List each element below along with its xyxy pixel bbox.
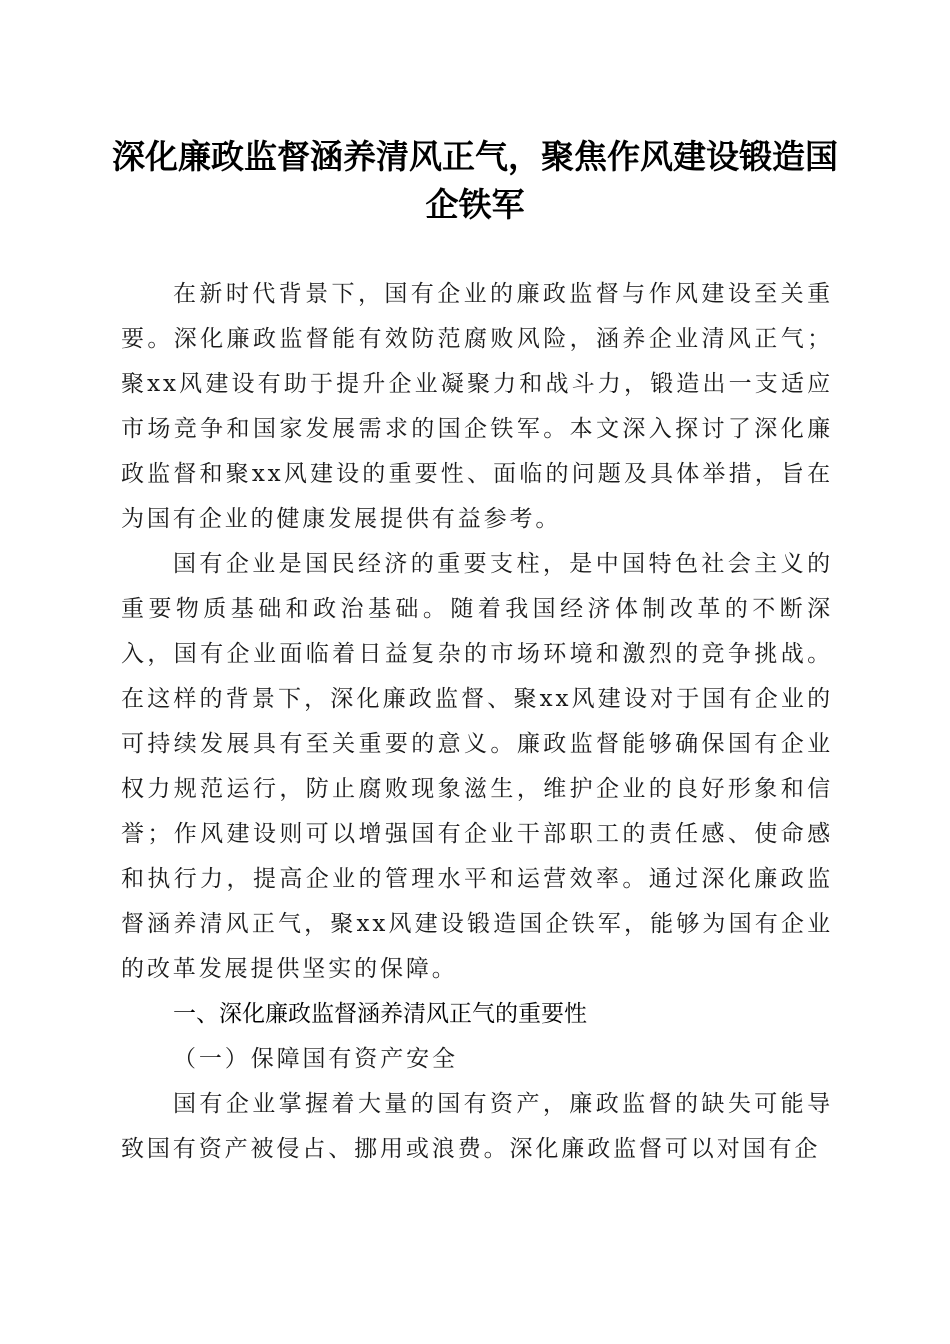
paragraph-intro: 在新时代背景下，国有企业的廉政监督与作风建设至关重要。深化廉政监督能有效防范腐败风险，涵养企业清风正气；聚xx风建设有助于提升企业凝聚力和战斗力，锻造出一支适应市场竞争和国家发展需求的国企铁军。本文深入探讨了深化廉政监督和聚xx风建设的重要性、面临的问题及具体举措，旨在为国有企业的健康发展提供有益参考。 xyxy=(121,281,833,532)
document-title: 深化廉政监督涵养清风正气，聚焦作风建设锻造国企铁军 xyxy=(112,137,838,224)
paragraph-subsection: 国有企业掌握着大量的国有资产，廉政监督的缺失可能导致国有资产被侵占、挪用或浪费。深化廉政监督可以对国有企 xyxy=(121,1091,833,1162)
paragraph-background: 国有企业是国民经济的重要支柱，是中国特色社会主义的重要物质基础和政治基础。随着我国经济体制改革的不断深入，国有企业面临着日益复杂的市场环境和激烈的竞争挑战。在这样的背景下，深化廉政监督、聚xx风建设对于国有企业的可持续发展具有至关重要的意义。廉政监督能够确保国有企业权力规范运行，防止腐败现象滋生，维护企业的良好形象和信誉；作风建设则可以增强国有企业干部职工的责任感、使命感和执行力，提高企业的管理水平和运营效率。通过深化廉政监督涵养清风正气，聚xx风建设锻造国企铁军，能够为国有企业的改革发展提供坚实的保障。 xyxy=(121,551,833,982)
section-heading: 一、深化廉政监督涵养清风正气的重要性 xyxy=(173,1001,587,1027)
document-body xyxy=(121,272,833,1172)
subsection-heading: （一）保障国有资产安全 xyxy=(173,1046,458,1072)
